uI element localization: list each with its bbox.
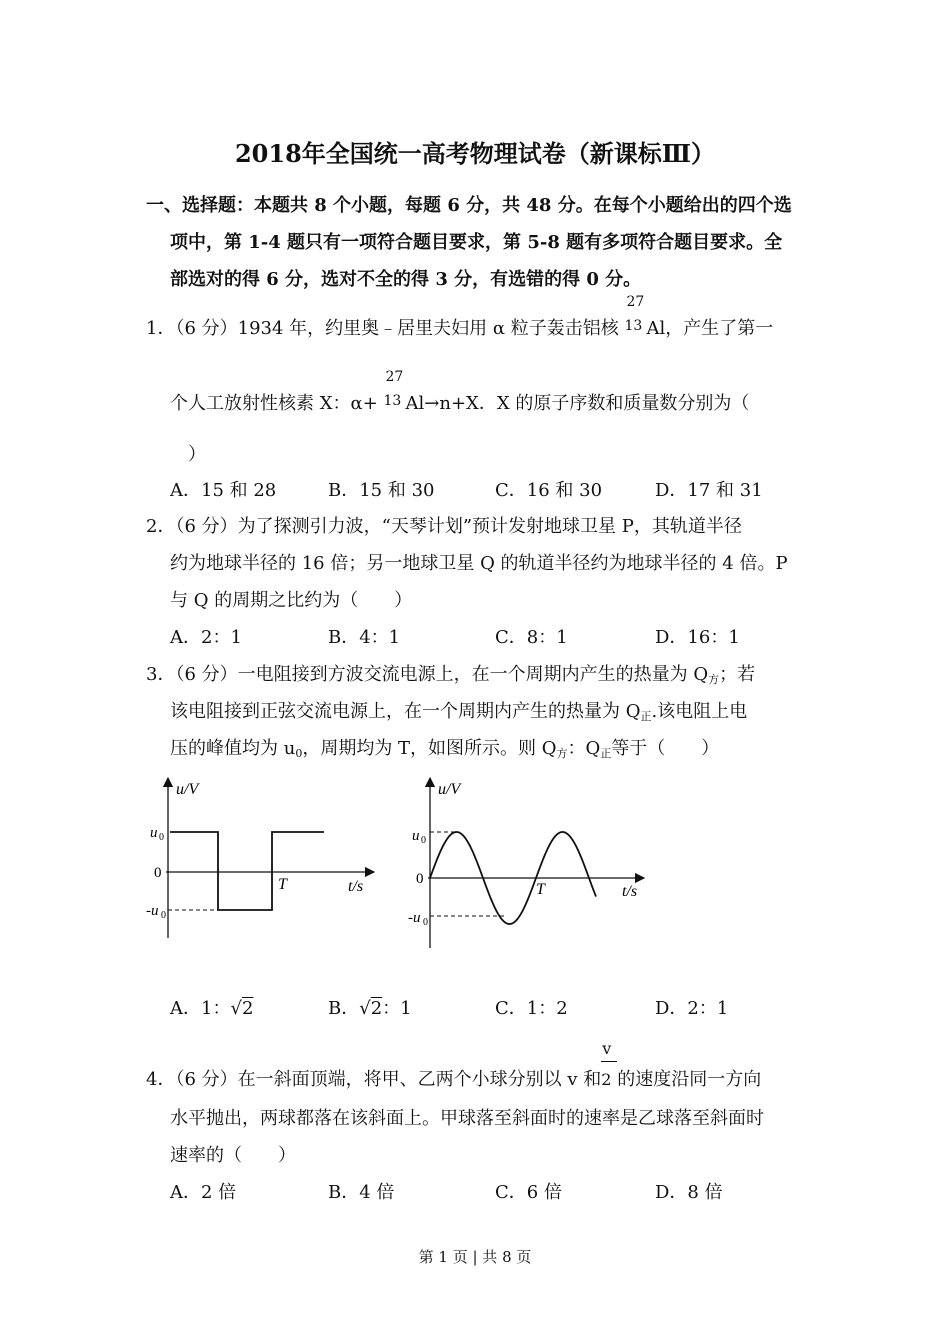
q4-option-c: C．6 倍 (495, 1182, 562, 1203)
question-4-line3: 速率的（ ） (170, 1145, 296, 1166)
question-4-line2: 水平抛出，两球都落在该斜面上。甲球落至斜面时的速率是乙球落至斜面时 (170, 1108, 764, 1129)
svg-text:u: u (150, 825, 158, 841)
section-heading-line1: 一、选择题：本题共 8 个小题，每题 6 分，共 48 分。在每个小题给出的四个选 (146, 195, 792, 216)
svg-text:0: 0 (423, 917, 428, 928)
question-2-line1: 2．（6 分）为了探测引力波，“天琴计划”预计发射地球卫星 P，其轨道半径 (146, 516, 742, 537)
square-wave-curve (170, 832, 324, 910)
q2-option-a: A．2：1 (170, 627, 242, 648)
svg-text:-u: -u (408, 910, 421, 926)
x-axis-label: t/s (348, 878, 364, 895)
q1-option-a: A．15 和 28 (170, 480, 277, 501)
svg-text:0: 0 (161, 910, 166, 921)
sqrt-symbol: √ (359, 998, 371, 1019)
y-axis-label: u/V (176, 781, 199, 798)
question-3-line1: 3．（6 分）一电阻接到方波交流电源上，在一个周期内产生的热量为 $Q_方$；若 (146, 664, 756, 686)
svg-text:0: 0 (154, 865, 162, 881)
svg-text:0: 0 (159, 832, 164, 843)
question-1-line3: ） (188, 444, 206, 465)
svg-text:0: 0 (421, 835, 426, 846)
q3-option-d: D．2：1 (655, 998, 729, 1019)
q1-option-b: B．15 和 30 (328, 480, 435, 501)
nuclide-notation: 27 13 (383, 369, 404, 409)
square-wave-graph (140, 770, 390, 945)
q3-option-b: B．√2：1 (328, 998, 412, 1019)
q1-text: 1．（6 分）1934 年，约里奥﹣居里夫妇用 α 粒子轰击铝核 (146, 318, 619, 339)
svg-text:u: u (412, 828, 420, 844)
page-footer: 第 1 页 | 共 8 页 (418, 1248, 532, 1266)
x-axis-label: t/s (622, 883, 638, 900)
q4-option-a: A．2 倍 (170, 1182, 237, 1203)
svg-text:0: 0 (416, 871, 424, 887)
sine-wave-graph (400, 770, 660, 955)
q3-option-a: A．1：√2 (170, 998, 254, 1019)
section-heading-line3: 部选对的得 6 分，选对不全的得 3 分，有选错的得 0 分。 (170, 269, 642, 290)
q4-option-d: D．8 倍 (655, 1182, 723, 1203)
page-title: 2018年全国统一高考物理试卷（新课标Ⅲ） (234, 139, 716, 168)
q1-option-c: C．16 和 30 (495, 480, 603, 501)
svg-text:-u: -u (146, 903, 159, 919)
question-2-line2: 约为地球半径的 16 倍；另一地球卫星 Q 的轨道半径约为地球半径的 4 倍。P (170, 553, 788, 574)
question-2-line3: 与 Q 的周期之比约为（ ） (170, 590, 413, 611)
fraction-v-over-2: $\frac{v}{2}$ (601, 1069, 617, 1090)
svg-text:T: T (536, 881, 545, 898)
q2-option-b: B．4：1 (328, 627, 401, 648)
sqrt-symbol: √ (230, 998, 242, 1019)
section-heading-line2: 项中，第 1-4 题只有一项符合题目要求，第 5-8 题有多项符合题目要求。全 (170, 232, 783, 253)
question-1-line2: 个人工放射性核素 X：α+ 27 13 Al→n+X．X 的原子序数和质量数分别为（ (170, 369, 750, 414)
element-symbol: Al (646, 318, 666, 339)
svg-text:T: T (278, 876, 287, 893)
q2-option-c: C．8：1 (495, 627, 568, 648)
question-3-line3: 压的峰值均为 $u_0$，周期均为 T，如图所示。则 $Q_方$：$Q_正$等于（ ） (170, 738, 720, 760)
question-4-line1: 4．（6 分）在一斜面顶端，将甲、乙两个小球分别以 v 和 $\frac{v}{2}$的速度沿同一方向 (146, 1039, 762, 1090)
question-1-line1: 1．（6 分）1934 年，约里奥﹣居里夫妇用 α 粒子轰击铝核 27 13 Al，产生了第一 (146, 294, 774, 339)
nuclide-notation: 27 13 (624, 294, 645, 334)
q2-option-d: D．16：1 (655, 627, 740, 648)
q3-option-c: C．1：2 (495, 998, 568, 1019)
q1-option-d: D．17 和 31 (655, 480, 763, 501)
q4-option-b: B．4 倍 (328, 1182, 395, 1203)
y-axis-label: u/V (438, 781, 461, 798)
question-3-line2: 该电阻接到正弦交流电源上，在一个周期内产生的热量为 $Q_正$.该电阻上电 (170, 701, 748, 723)
